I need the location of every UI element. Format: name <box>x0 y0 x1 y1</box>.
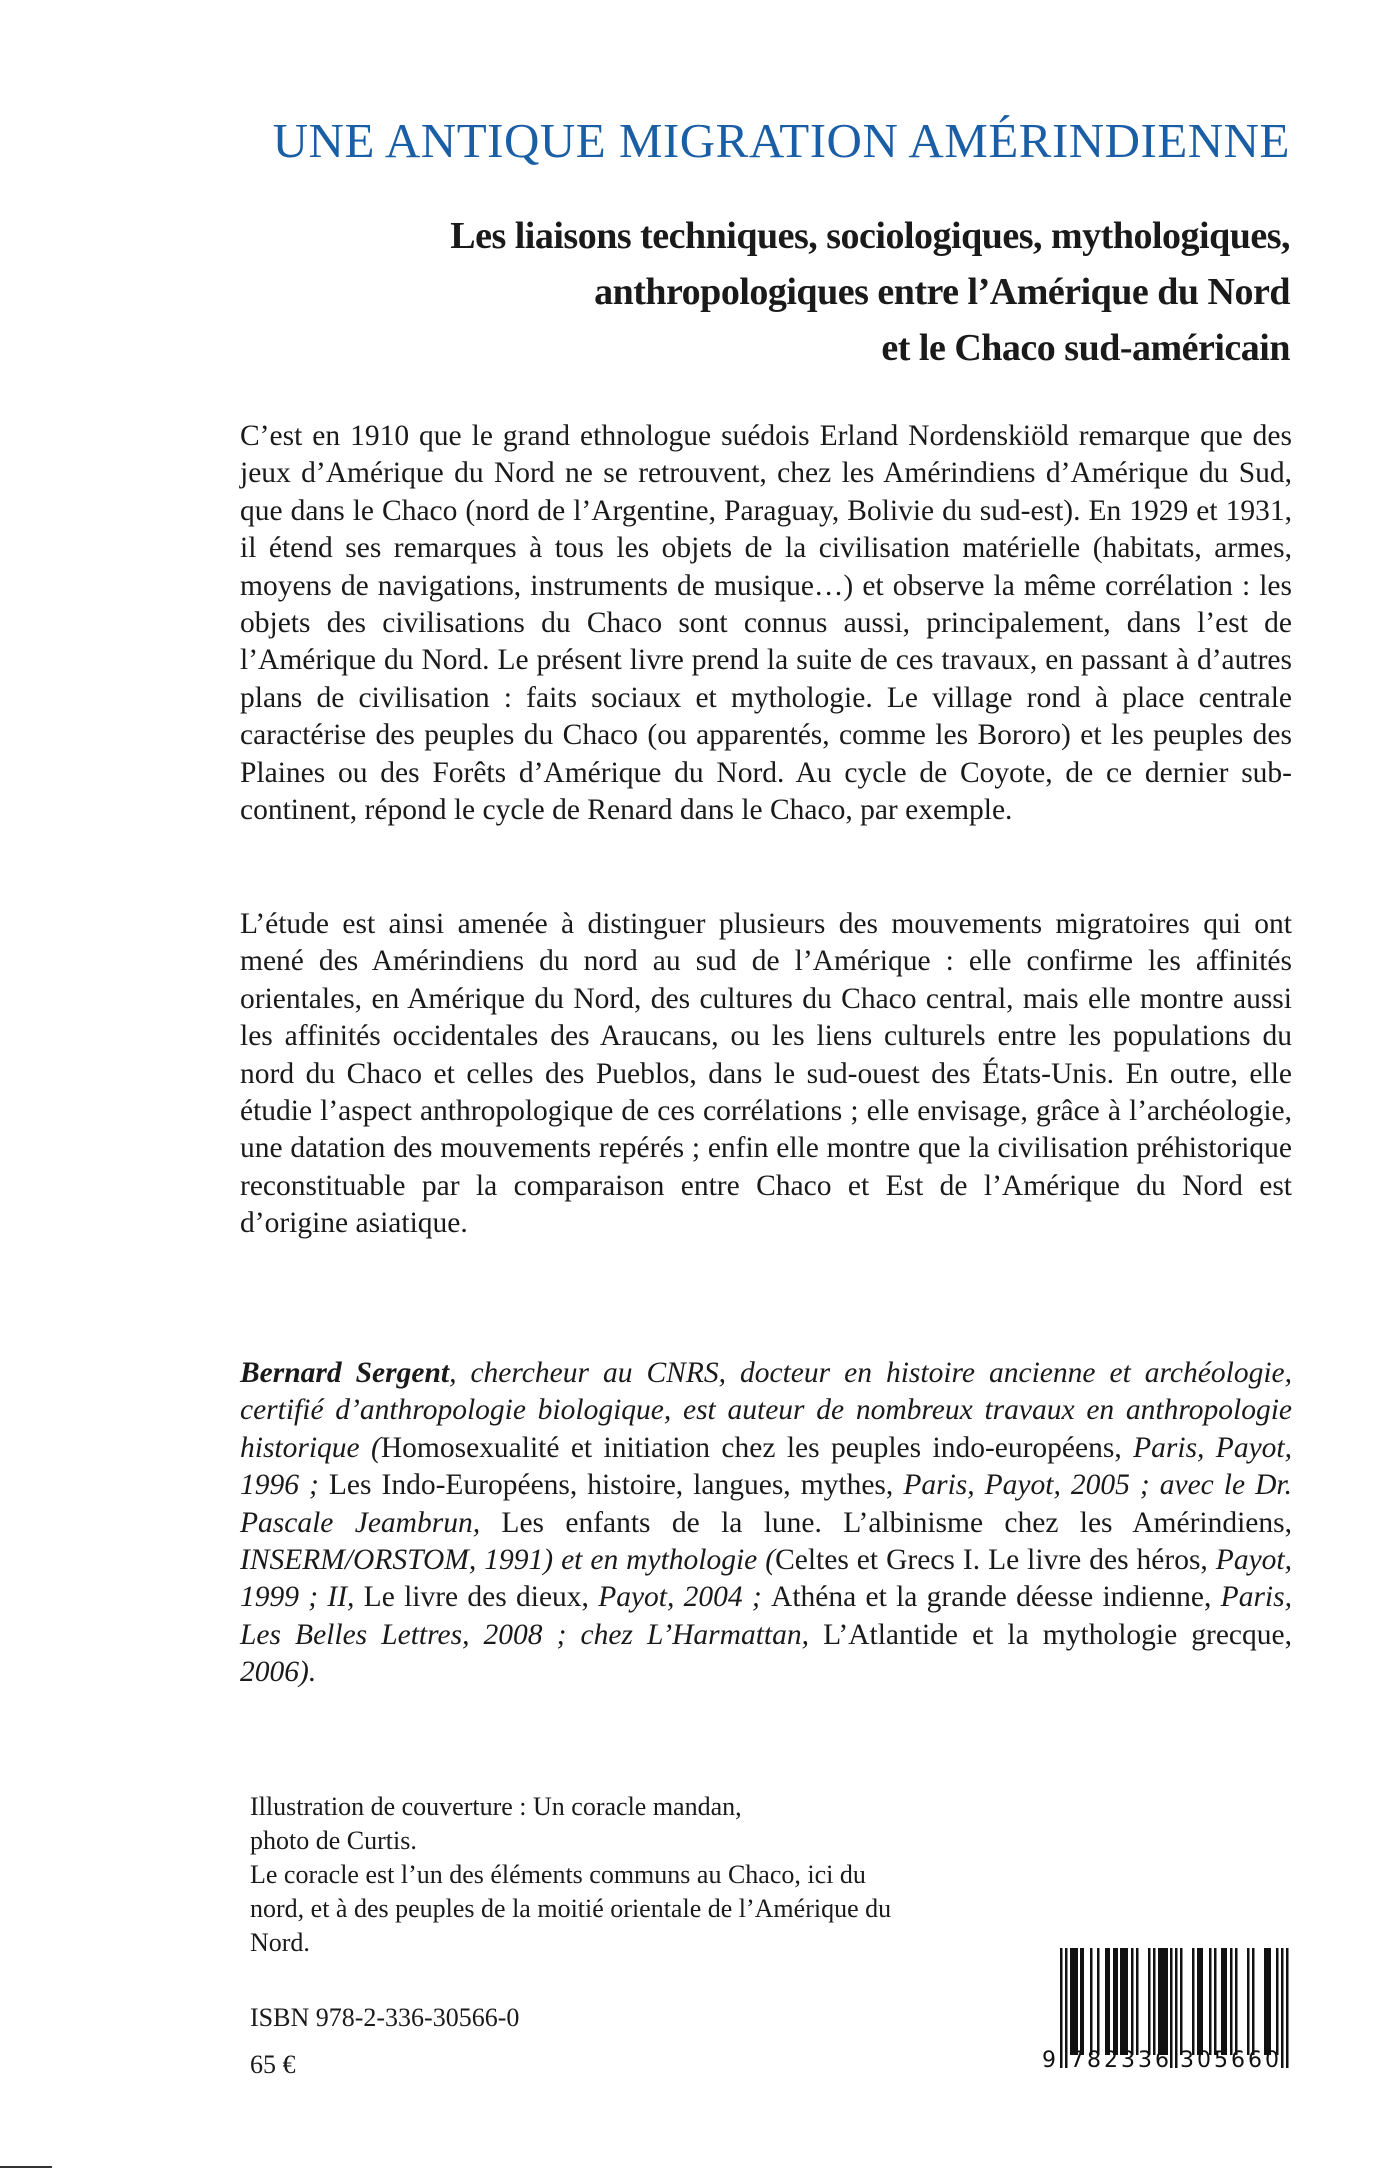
book-ref: Les Indo-Européens, histoire, langues, mythes, <box>328 1469 894 1502</box>
publisher-ref: Paris, Les Belles Lettres, 2008 ; chez L’Harmattan, <box>240 1581 1292 1651</box>
publisher-ref: Paris, Payot, 1996 ; <box>240 1431 1292 1502</box>
credit-line: Le coracle est l’un des éléments communs au Chaco, ici du <box>250 1860 866 1889</box>
book-subtitle <box>250 208 1290 376</box>
ean-barcode <box>1040 1935 1310 2085</box>
credit-line: Illustration de couverture : Un coracle mandan, <box>250 1792 742 1821</box>
book-ref: Homosexualité et initiation chez les peuples indo-européens, <box>380 1431 1122 1464</box>
book-ref: Le livre des dieux, <box>354 1581 589 1614</box>
barcode-left-group: 782336 <box>1070 2048 1172 2073</box>
price: 65 € <box>250 2050 296 2079</box>
subtitle-line: et le Chaco sud-américain <box>881 327 1290 369</box>
publisher-ref: Payot, 1999 ; II, <box>240 1544 1292 1614</box>
bio-text: , chercheur au CNRS, docteur en histoire ancienne et archéologie, certifié d’anthropologie biologique, est auteur de nombreux travaux en anthropologie historique ( <box>240 1357 1292 1464</box>
book-ref: Athéna et la grande déesse indienne, <box>771 1581 1212 1614</box>
publisher-ref: INSERM/ORSTOM, 1991) et en mythologie ( <box>240 1544 776 1577</box>
book-ref: Les enfants de la lune. L’albinisme chez les Amérindiens, <box>480 1506 1292 1539</box>
author-bio <box>240 1355 1292 1692</box>
credit-line: nord, et à des peuples de la moitié orientale de l’Amérique du <box>250 1894 892 1923</box>
barcode-first-digit: 9 <box>1042 2048 1056 2073</box>
book-title: UNE ANTIQUE MIGRATION AMÉRINDIENNE <box>272 113 1290 168</box>
credit-line: photo de Curtis. <box>250 1826 417 1855</box>
book-ref: Celtes et Grecs I. Le livre des héros, <box>775 1544 1208 1577</box>
subtitle-line: Les liaisons techniques, sociologiques, mythologiques, <box>450 215 1290 257</box>
subtitle-line: anthropologiques entre l’Amérique du Nord <box>594 271 1290 313</box>
cover-illustration-credit <box>250 1790 970 1960</box>
isbn-number: ISBN 978-2-336-30566-0 <box>250 2003 520 2032</box>
trim-mark <box>0 2166 52 2168</box>
publisher-ref: 2006). <box>240 1656 317 1689</box>
blurb-paragraph-1: C’est en 1910 que le grand ethnologue suédois Erland Nordenskiöld remarque que des jeux d’Amérique du Nord ne se retrouvent, chez les Amérindiens d’Amérique du Sud, que dans le Chaco (nord de l’Argentine, Paraguay, Bolivie du sud-est). En 1929 et 1931, il étend ses remarques à tous les objets de la civilisation matérielle (habitats, armes, moyens de navigations, instruments de musique…) et observe la même corrélation : les objets des civilisations du Chaco sont connus aussi, principalement, dans l’est de l’Amérique du Nord. Le présent livre prend la suite de ces travaux, en passant à d’autres plans de civilisation : faits sociaux et mythologie. Le village rond à place centrale caractérise des peuples du Chaco (ou apparentés, comme les Bororo) et les peuples des Plaines ou des Forêts d’Amérique du Nord. Au cycle de Coyote, de ce dernier sub-continent, répond le cycle de Renard dans le Chaco, par exemple. <box>240 420 1292 827</box>
book-ref: L’Atlantide et la mythologie grecque, <box>809 1618 1292 1651</box>
publisher-ref: Paris, Payot, 2005 ; avec le Dr. Pascale Jeambrun, <box>240 1469 1292 1539</box>
blurb-paragraph-2: L’étude est ainsi amenée à distinguer plusieurs des mouvements migratoires qui ont mené des Amérindiens du nord au sud de l’Amérique : elle confirme les affinités orientales, en Amérique du Nord, des cultures du Chaco central, mais elle montre aussi les affinités occidentales des Araucans, ou les liens culturels entre les populations du nord du Chaco et celles des Pueblos, dans le sud-ouest des États-Unis. En outre, elle étudie l’aspect anthropologique de ces corrélations ; elle envisage, grâce à l’archéologie, une datation des mouvements repérés ; enfin elle montre que la civilisation préhistorique reconstituable par la comparaison entre Chaco et Est de l’Amérique du Nord est d’origine asiatique. <box>240 908 1292 1240</box>
credit-line: Nord. <box>250 1928 310 1957</box>
publisher-ref: Payot, 2004 ; <box>588 1581 772 1614</box>
barcode-right-group: 305660 <box>1180 2048 1282 2073</box>
author-name: Bernard Sergent <box>240 1357 450 1389</box>
